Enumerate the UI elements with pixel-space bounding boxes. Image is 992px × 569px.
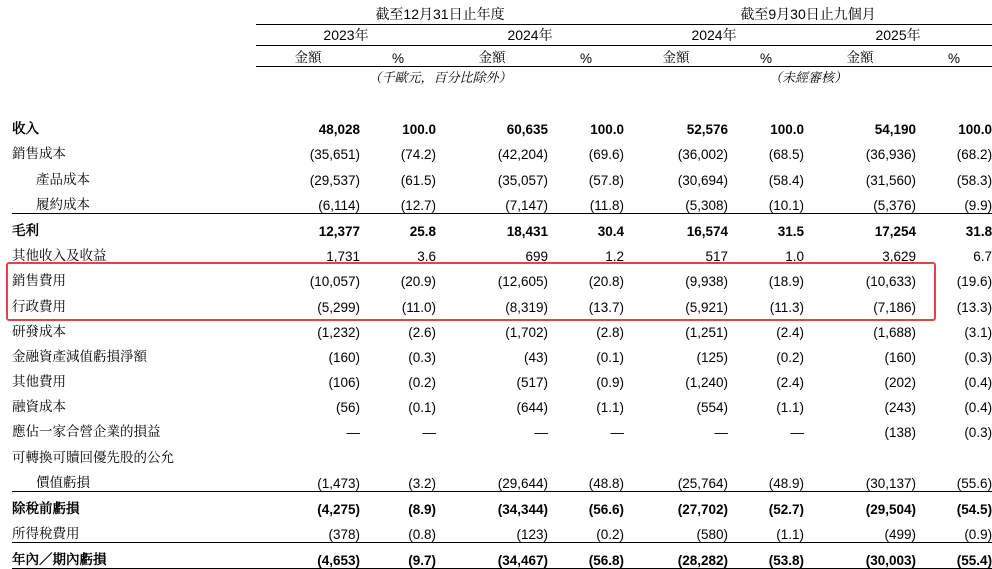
cell-percent: (61.5) bbox=[400, 172, 436, 188]
table-row bbox=[12, 315, 992, 340]
cell-percent: (0.3) bbox=[964, 425, 992, 441]
row-label: 融資成本 bbox=[12, 399, 66, 415]
cell-amount: 3,629 bbox=[882, 249, 917, 265]
cell-amount: (30,694) bbox=[677, 172, 729, 188]
cell-amount: (1,251) bbox=[685, 324, 729, 340]
cell-amount: (202) bbox=[884, 375, 917, 391]
cell-amount: (5,299) bbox=[317, 299, 360, 315]
cell-percent: (48.9) bbox=[728, 466, 804, 492]
cell-amount: (554) bbox=[696, 400, 729, 416]
cell-percent bbox=[916, 440, 992, 465]
table-row bbox=[12, 390, 992, 415]
row-label: 銷售成本 bbox=[12, 146, 66, 162]
table-row bbox=[12, 137, 992, 162]
cell-percent: (68.2) bbox=[956, 147, 992, 163]
cell-amount: 48,028 bbox=[318, 122, 360, 138]
cell-percent: — bbox=[610, 425, 625, 441]
cell-amount bbox=[624, 440, 728, 465]
cell-amount bbox=[256, 440, 360, 465]
cell-amount: 1,731 bbox=[326, 249, 360, 265]
cell-percent: (11.3) bbox=[769, 299, 805, 315]
cell-amount bbox=[436, 440, 548, 465]
cell-amount: (43) bbox=[523, 349, 548, 365]
cell-percent: (13.3) bbox=[956, 299, 992, 315]
row-label: 價值虧損 bbox=[12, 466, 256, 492]
cell-percent: (69.6) bbox=[588, 147, 625, 163]
cell-amount: — bbox=[346, 425, 360, 441]
cell-percent: (56.6) bbox=[588, 502, 625, 517]
cell-percent: (8.9) bbox=[408, 502, 436, 517]
cell-percent: (58.4) bbox=[768, 172, 805, 188]
cell-amount: 52,576 bbox=[686, 122, 729, 138]
cell-amount: 60,635 bbox=[506, 122, 548, 138]
table-header-group bbox=[12, 4, 992, 112]
cell-percent: (20.9) bbox=[400, 274, 436, 290]
cell-percent: (57.8) bbox=[588, 172, 625, 188]
table-row bbox=[12, 466, 992, 492]
cell-percent: (13.7) bbox=[588, 299, 625, 315]
cell-percent: (74.2) bbox=[400, 147, 436, 163]
cell-percent: (20.8) bbox=[588, 274, 625, 290]
cell-amount: (378) bbox=[256, 517, 360, 543]
cell-percent: (11.0) bbox=[401, 299, 436, 315]
table-row bbox=[12, 543, 992, 569]
row-label: 其他費用 bbox=[12, 374, 66, 390]
cell-amount: (30,003) bbox=[804, 543, 916, 569]
cell-amount: (34,344) bbox=[497, 502, 548, 517]
header-period-row bbox=[12, 4, 992, 25]
cell-amount: 54,190 bbox=[874, 122, 917, 138]
row-label: 所得稅費用 bbox=[12, 517, 256, 543]
cell-amount: (10,057) bbox=[309, 274, 360, 290]
cell-amount: (6,114) bbox=[256, 188, 360, 214]
row-label: 可轉換可贖回優先股的公允 bbox=[12, 449, 174, 465]
cell-percent: (0.2) bbox=[776, 349, 805, 365]
cell-percent: 25.8 bbox=[409, 223, 436, 239]
row-label: 除稅前虧損 bbox=[12, 501, 80, 516]
cell-amount: (29,537) bbox=[309, 172, 360, 188]
cell-percent: (11.8) bbox=[548, 188, 624, 214]
cell-amount: (123) bbox=[436, 517, 548, 543]
cell-amount: (499) bbox=[804, 517, 916, 543]
header-percent-4: % bbox=[916, 46, 992, 67]
row-label: 收入 bbox=[12, 121, 39, 137]
header-percent-2: % bbox=[548, 46, 624, 67]
cell-amount: (56) bbox=[335, 400, 360, 416]
cell-percent: 6.7 bbox=[973, 249, 992, 265]
cell-percent: (3.2) bbox=[360, 466, 436, 492]
cell-percent: (2.4) bbox=[776, 324, 805, 340]
income-statement-table bbox=[12, 4, 992, 569]
header-year-2023: 2023年 bbox=[256, 25, 436, 46]
cell-amount: (160) bbox=[328, 349, 360, 365]
cell-amount: (31,560) bbox=[865, 172, 917, 188]
cell-amount: (8,319) bbox=[505, 299, 548, 315]
cell-percent: — bbox=[790, 425, 805, 441]
cell-amount: (4,653) bbox=[256, 543, 360, 569]
row-label: 其他收入及收益 bbox=[12, 248, 107, 264]
header-spacer bbox=[12, 86, 992, 112]
cell-amount: (35,651) bbox=[309, 147, 360, 163]
cell-percent: (56.8) bbox=[548, 543, 624, 569]
header-blank-4 bbox=[12, 67, 256, 87]
cell-amount bbox=[804, 440, 916, 465]
header-group-annual: 截至12月31日止年度 bbox=[256, 4, 624, 25]
cell-percent: (52.7) bbox=[768, 502, 805, 517]
table-row bbox=[12, 440, 992, 465]
header-group-ninemonth: 截至9月30日止九個月 bbox=[624, 4, 992, 25]
cell-amount: (28,282) bbox=[624, 543, 728, 569]
row-label: 履約成本 bbox=[12, 188, 256, 214]
cell-percent bbox=[360, 440, 436, 465]
cell-percent: (1.1) bbox=[596, 400, 625, 416]
cell-amount: (25,764) bbox=[624, 466, 728, 492]
header-notes-row bbox=[12, 67, 992, 87]
cell-amount: (29,504) bbox=[865, 502, 917, 517]
cell-percent: (54.5) bbox=[956, 502, 992, 517]
cell-amount: (29,644) bbox=[436, 466, 548, 492]
cell-amount: — bbox=[534, 425, 548, 441]
cell-amount: (34,467) bbox=[436, 543, 548, 569]
cell-amount: (106) bbox=[328, 375, 360, 391]
row-label: 產品成本 bbox=[36, 171, 90, 187]
cell-amount: 517 bbox=[705, 249, 729, 265]
table-row bbox=[12, 239, 992, 264]
cell-amount: (27,702) bbox=[677, 502, 729, 517]
cell-amount: (36,002) bbox=[677, 147, 729, 163]
table-row bbox=[12, 365, 992, 390]
row-label: 行政費用 bbox=[12, 298, 66, 314]
row-label: 應佔一家合營企業的損益 bbox=[12, 424, 161, 440]
cell-percent: 31.8 bbox=[965, 223, 992, 239]
cell-amount: (35,057) bbox=[497, 172, 548, 188]
header-amount-2: 金額 bbox=[436, 46, 548, 67]
cell-percent: (0.9) bbox=[916, 517, 992, 543]
cell-percent: 100.0 bbox=[402, 122, 436, 138]
cell-amount: (1,473) bbox=[256, 466, 360, 492]
cell-amount: (580) bbox=[624, 517, 728, 543]
cell-percent: (58.3) bbox=[956, 172, 992, 188]
cell-percent: (2.6) bbox=[408, 324, 436, 340]
cell-amount: (5,376) bbox=[804, 188, 916, 214]
cell-amount: (36,936) bbox=[865, 147, 917, 163]
cell-amount: (1,240) bbox=[685, 375, 729, 391]
cell-amount: (1,688) bbox=[873, 324, 917, 340]
unit-note: （千歐元，百分比除外） bbox=[368, 70, 512, 85]
cell-amount: (517) bbox=[516, 375, 548, 391]
cell-percent: 31.5 bbox=[777, 223, 805, 239]
cell-percent: (48.8) bbox=[548, 466, 624, 492]
row-label: 銷售費用 bbox=[12, 273, 66, 289]
header-blank bbox=[12, 4, 256, 25]
cell-amount: (42,204) bbox=[497, 147, 548, 163]
row-label: 研發成本 bbox=[12, 323, 66, 339]
cell-percent: (3.1) bbox=[964, 324, 992, 340]
header-year-2024a: 2024年 bbox=[436, 25, 624, 46]
cell-percent: (18.9) bbox=[768, 274, 805, 290]
table-row bbox=[12, 340, 992, 365]
cell-amount: (9,938) bbox=[685, 274, 729, 290]
cell-percent: (0.3) bbox=[964, 349, 992, 365]
row-label: 年內／期內虧損 bbox=[12, 543, 256, 569]
cell-amount: (12,605) bbox=[497, 274, 548, 290]
table-row bbox=[12, 415, 992, 440]
header-amount-4: 金額 bbox=[804, 46, 916, 67]
cell-percent: (0.8) bbox=[360, 517, 436, 543]
cell-percent: (1.1) bbox=[776, 400, 805, 416]
header-blank-3 bbox=[12, 46, 256, 67]
cell-percent: — bbox=[422, 425, 436, 441]
table-row bbox=[12, 491, 992, 517]
cell-percent: (53.8) bbox=[728, 543, 804, 569]
table-row bbox=[12, 162, 992, 187]
cell-amount: 18,431 bbox=[506, 223, 548, 239]
table-row bbox=[12, 112, 992, 137]
header-amount-3: 金額 bbox=[624, 46, 728, 67]
cell-amount: (1,232) bbox=[317, 324, 360, 340]
cell-amount: 699 bbox=[525, 249, 548, 265]
cell-amount: — bbox=[714, 425, 729, 441]
table-row bbox=[12, 188, 992, 214]
cell-amount: 16,574 bbox=[686, 223, 729, 239]
cell-amount: (138) bbox=[884, 425, 917, 441]
cell-percent: 100.0 bbox=[770, 122, 805, 138]
cell-percent: (68.5) bbox=[768, 147, 805, 163]
cell-percent: (0.3) bbox=[408, 349, 436, 365]
cell-percent: 100.0 bbox=[958, 122, 992, 138]
cell-percent: (1.1) bbox=[728, 517, 804, 543]
cell-amount: (5,921) bbox=[685, 299, 729, 315]
cell-amount: (1,702) bbox=[505, 324, 548, 340]
cell-percent: (12.7) bbox=[360, 188, 436, 214]
cell-amount: (4,275) bbox=[317, 502, 360, 517]
header-year-2024b: 2024年 bbox=[624, 25, 804, 46]
cell-amount: (243) bbox=[884, 400, 917, 416]
row-label: 毛利 bbox=[12, 222, 39, 238]
cell-percent: (0.2) bbox=[548, 517, 624, 543]
cell-percent: (10.1) bbox=[728, 188, 804, 214]
row-label: 金融資產減值虧損淨額 bbox=[12, 348, 147, 364]
cell-amount: 12,377 bbox=[318, 223, 360, 239]
cell-percent: (2.4) bbox=[776, 375, 805, 391]
header-percent-3: % bbox=[728, 46, 804, 67]
cell-percent: 3.6 bbox=[417, 249, 436, 265]
cell-percent: 1.0 bbox=[785, 249, 805, 265]
cell-percent: (0.2) bbox=[408, 375, 436, 391]
header-percent-1: % bbox=[360, 46, 436, 67]
table-row bbox=[12, 517, 992, 543]
cell-amount: (5,308) bbox=[624, 188, 728, 214]
cell-percent: (9.7) bbox=[360, 543, 436, 569]
cell-amount: (7,147) bbox=[436, 188, 548, 214]
cell-percent: 100.0 bbox=[590, 122, 625, 138]
cell-amount: (7,186) bbox=[873, 299, 917, 315]
cell-percent: (0.4) bbox=[964, 375, 992, 391]
header-blank-2 bbox=[12, 25, 256, 46]
financial-statement-page bbox=[0, 4, 992, 569]
header-amount-1: 金額 bbox=[256, 46, 360, 67]
header-subcolumn-row bbox=[12, 46, 992, 67]
cell-amount: (160) bbox=[884, 349, 917, 365]
cell-percent: (19.6) bbox=[956, 274, 992, 290]
cell-percent: 30.4 bbox=[597, 223, 625, 239]
cell-percent: (55.4) bbox=[916, 543, 992, 569]
cell-percent: (55.6) bbox=[916, 466, 992, 492]
cell-amount: 17,254 bbox=[874, 223, 917, 239]
table-body bbox=[12, 112, 992, 569]
cell-percent: (0.4) bbox=[964, 400, 992, 416]
cell-percent bbox=[728, 440, 804, 465]
table-row bbox=[12, 213, 992, 239]
cell-percent: (0.9) bbox=[596, 375, 625, 391]
cell-amount: (30,137) bbox=[804, 466, 916, 492]
header-year-2025: 2025年 bbox=[804, 25, 992, 46]
table-row bbox=[12, 264, 992, 289]
cell-percent: 1.2 bbox=[605, 249, 625, 265]
cell-percent: (9.9) bbox=[916, 188, 992, 214]
cell-amount: (10,633) bbox=[865, 274, 917, 290]
cell-amount: (125) bbox=[696, 349, 729, 365]
header-year-row bbox=[12, 25, 992, 46]
cell-percent bbox=[548, 440, 624, 465]
table-row bbox=[12, 289, 992, 314]
cell-amount: (644) bbox=[516, 400, 548, 416]
cell-percent: (0.1) bbox=[596, 349, 625, 365]
cell-percent: (2.8) bbox=[596, 324, 625, 340]
unaudited-note: （未經審核） bbox=[769, 70, 848, 85]
cell-percent: (0.1) bbox=[408, 400, 436, 416]
